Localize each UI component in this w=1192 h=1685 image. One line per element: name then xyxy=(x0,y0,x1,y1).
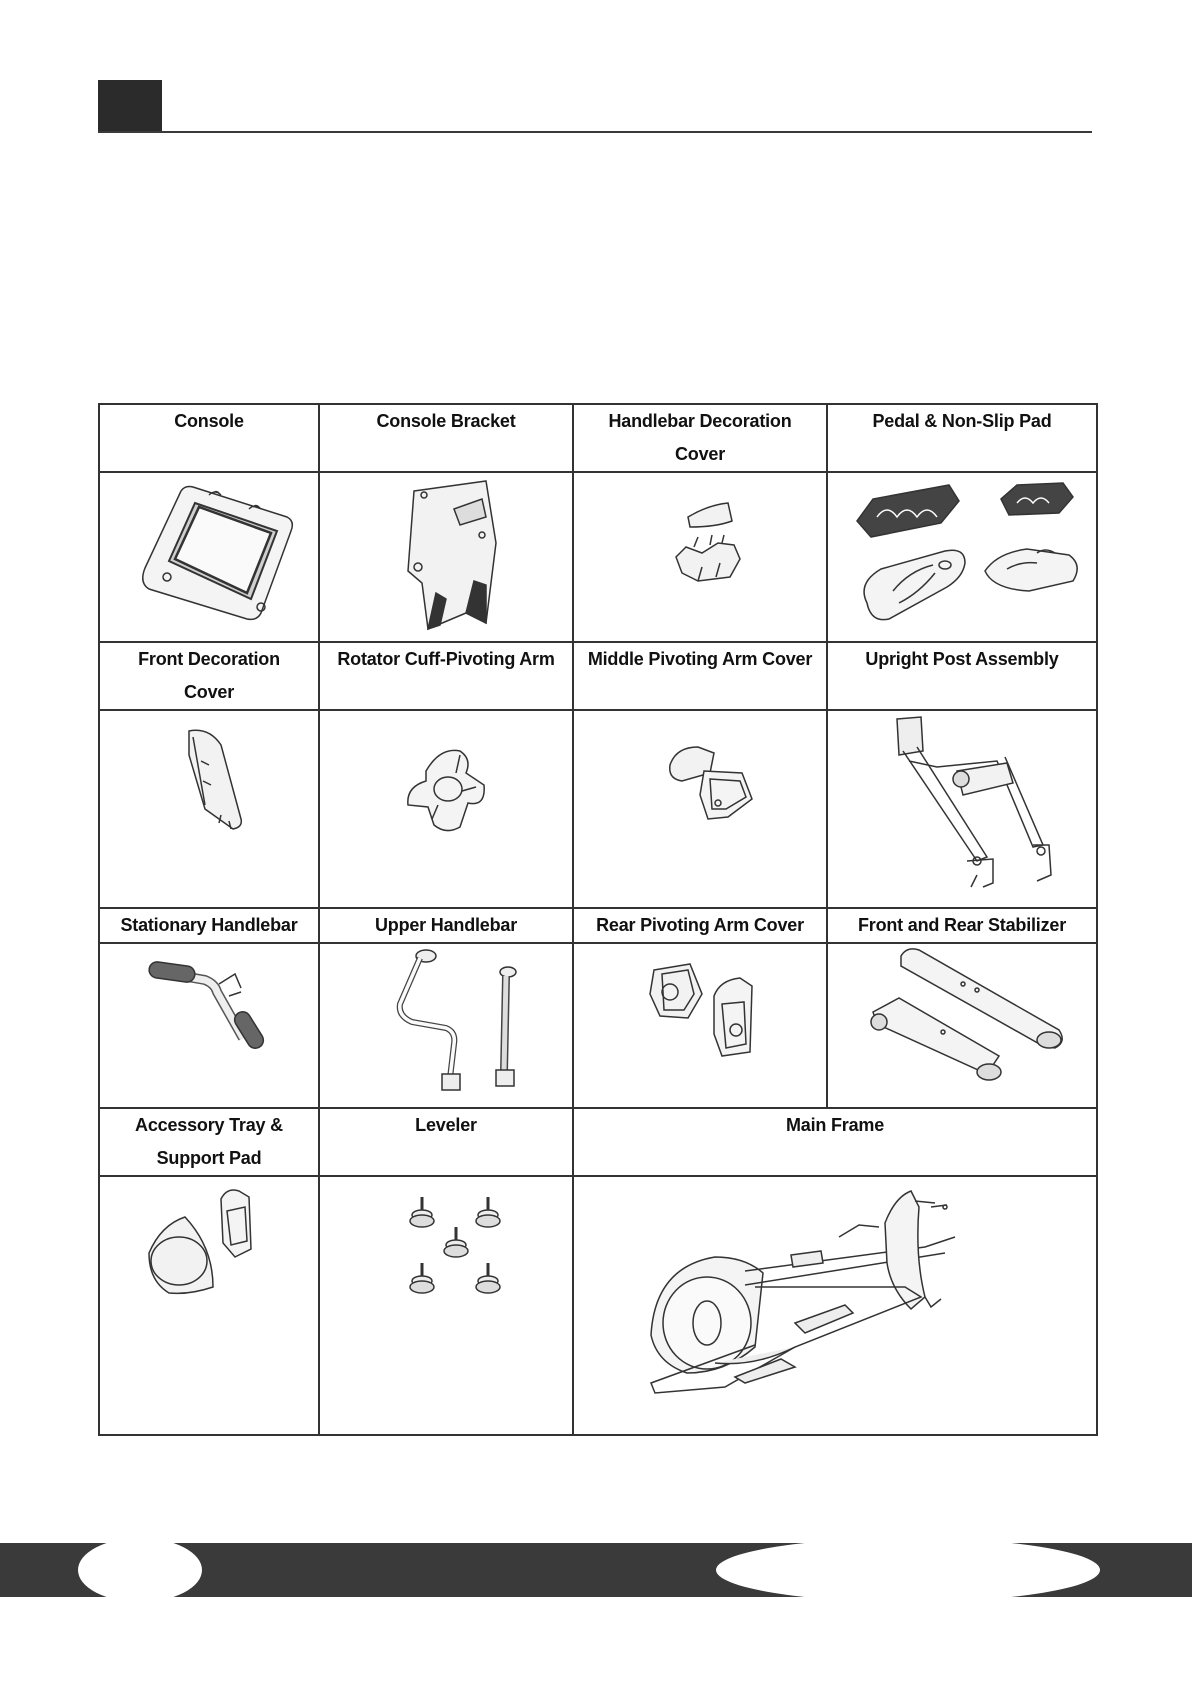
stationary-handlebar-icon xyxy=(109,944,309,1104)
footer-title-oval xyxy=(716,1538,1100,1602)
part-label-main-frame: Main Frame xyxy=(573,1108,1097,1176)
part-label-pedal: Pedal & Non-Slip Pad xyxy=(827,404,1097,472)
part-label-stabilizer: Front and Rear Stabilizer xyxy=(827,908,1097,943)
part-label-console: Console xyxy=(99,404,319,472)
part-label-rotator-cuff: Rotator Cuff-Pivoting Arm xyxy=(319,642,573,710)
image-row xyxy=(99,943,1097,1108)
console-icon xyxy=(109,473,309,638)
label-row xyxy=(99,908,1097,943)
image-row xyxy=(99,710,1097,908)
label-row xyxy=(99,1108,1097,1176)
image-row xyxy=(99,472,1097,642)
part-label-stationary-handlebar: Stationary Handlebar xyxy=(99,908,319,943)
label-row xyxy=(99,404,1097,472)
part-label-upper-handlebar: Upper Handlebar xyxy=(319,908,573,943)
middle-pivoting-arm-cover-icon xyxy=(590,711,810,901)
main-frame-icon xyxy=(595,1177,1075,1417)
accessory-tray-support-pad-icon xyxy=(109,1177,309,1307)
part-label-upright-post: Upright Post Assembly xyxy=(827,642,1097,710)
part-label-rear-pivoting-arm-cover: Rear Pivoting Arm Cover xyxy=(573,908,827,943)
image-row xyxy=(99,1176,1097,1435)
section-marker xyxy=(98,80,162,132)
leveler-icon xyxy=(336,1177,556,1307)
parts-table xyxy=(98,403,1098,1436)
front-rear-stabilizer-icon xyxy=(837,944,1087,1104)
rear-pivoting-arm-cover-icon xyxy=(590,944,810,1104)
front-decoration-cover-icon xyxy=(109,711,309,901)
part-label-front-decoration-cover: Front Decoration Cover xyxy=(99,642,319,710)
part-label-accessory-tray: Accessory Tray & Support Pad xyxy=(99,1108,319,1176)
console-bracket-icon xyxy=(336,473,556,638)
rotator-cuff-pivoting-arm-icon xyxy=(336,711,556,901)
part-label-leveler: Leveler xyxy=(319,1108,573,1176)
part-label-handlebar-decoration-cover: Handlebar Decoration Cover xyxy=(573,404,827,472)
header-rule xyxy=(98,131,1092,133)
handlebar-decoration-cover-icon xyxy=(590,473,810,638)
label-row xyxy=(99,642,1097,710)
part-label-console-bracket: Console Bracket xyxy=(319,404,573,472)
footer-page-oval xyxy=(78,1538,202,1602)
upper-handlebar-icon xyxy=(336,944,556,1104)
upright-post-assembly-icon xyxy=(837,711,1087,901)
part-label-middle-pivoting-arm-cover: Middle Pivoting Arm Cover xyxy=(573,642,827,710)
pedal-non-slip-pad-icon xyxy=(837,473,1087,638)
